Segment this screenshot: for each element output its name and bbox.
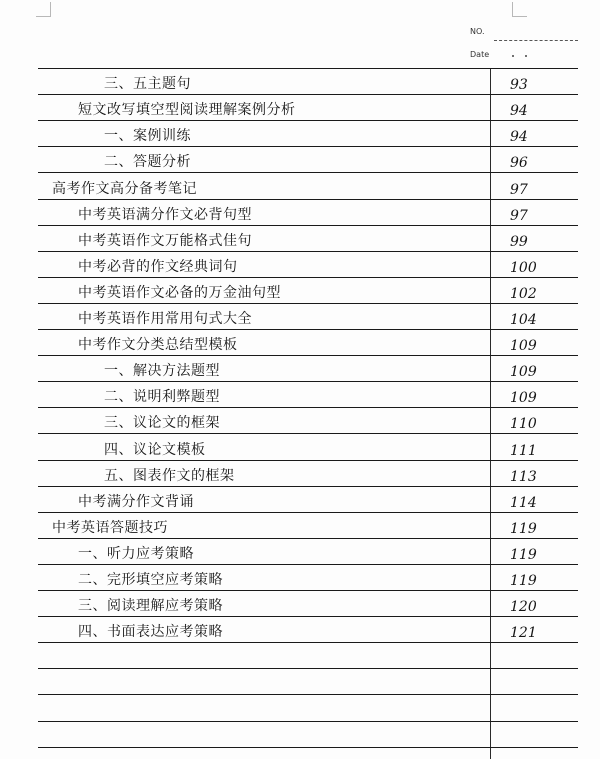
toc-entry xyxy=(38,438,578,460)
ruled-line xyxy=(38,564,578,565)
ruled-line xyxy=(38,68,578,69)
toc-entry-page-number: 96 xyxy=(510,155,528,171)
toc-entry-title: 三、阅读理解应考策略 xyxy=(78,598,223,614)
toc-entry xyxy=(38,98,578,120)
toc-entry-page-number: 97 xyxy=(510,208,528,224)
toc-entry xyxy=(38,411,578,433)
toc-entry xyxy=(38,594,578,616)
toc-entry-title: 二、说明利弊题型 xyxy=(104,389,220,405)
toc-entry-title: 一、听力应考策略 xyxy=(78,546,194,562)
toc-entry xyxy=(38,385,578,407)
toc-entry xyxy=(38,333,578,355)
crop-mark-top-left xyxy=(36,2,51,17)
toc-entry xyxy=(38,307,578,329)
ruled-line xyxy=(38,433,578,434)
ruled-line xyxy=(38,381,578,382)
toc-entry-title: 中考作文分类总结型模板 xyxy=(78,337,238,353)
toc-entry xyxy=(38,124,578,146)
toc-entry xyxy=(38,229,578,251)
ruled-line xyxy=(38,486,578,487)
toc-entry-title: 四、书面表达应考策略 xyxy=(78,624,223,640)
toc-entry-title: 短文改写填空型阅读理解案例分析 xyxy=(78,102,296,118)
toc-entry-page-number: 114 xyxy=(510,495,537,511)
toc-entry-page-number: 111 xyxy=(510,443,537,459)
toc-entry-page-number: 94 xyxy=(510,103,528,119)
ruled-line xyxy=(38,512,578,513)
toc-entry-page-number: 109 xyxy=(510,338,537,354)
toc-entry-title: 三、议论文的框架 xyxy=(104,415,220,431)
toc-entry-page-number: 119 xyxy=(510,547,537,563)
toc-entry xyxy=(38,72,578,94)
toc-entry-page-number: 119 xyxy=(510,573,537,589)
ruled-line xyxy=(38,460,578,461)
toc-entry-title: 中考必背的作文经典词句 xyxy=(78,259,238,275)
toc-entry-page-number: 102 xyxy=(510,286,537,302)
ruled-line xyxy=(38,538,578,539)
toc-entry-title: 三、五主题句 xyxy=(104,76,191,92)
toc-entry-page-number: 109 xyxy=(510,364,537,380)
ruled-line xyxy=(38,277,578,278)
toc-entry-title: 五、图表作文的框架 xyxy=(104,468,235,484)
toc-entry-title: 中考英语作文必备的万金油句型 xyxy=(78,285,281,301)
toc-entry xyxy=(38,281,578,303)
toc-entry xyxy=(38,490,578,512)
toc-entry-title: 四、议论文模板 xyxy=(104,442,206,458)
ruled-line xyxy=(38,747,578,748)
ruled-line xyxy=(38,668,578,669)
toc-entry-page-number: 121 xyxy=(510,625,537,641)
toc-entry xyxy=(38,464,578,486)
toc-entry-title: 一、解决方法题型 xyxy=(104,363,220,379)
no-line xyxy=(494,40,578,41)
ruled-line xyxy=(38,303,578,304)
ruled-line xyxy=(38,120,578,121)
ruled-line xyxy=(38,172,578,173)
ruled-line xyxy=(38,251,578,252)
toc-entry-page-number: 113 xyxy=(510,469,537,485)
toc-entry xyxy=(38,516,578,538)
toc-entry-page-number: 109 xyxy=(510,390,537,406)
toc-entry-title: 中考英语满分作文必背句型 xyxy=(78,207,252,223)
toc-entry-page-number: 97 xyxy=(510,182,528,198)
ruled-line xyxy=(38,94,578,95)
toc-entry-title: 一、案例训练 xyxy=(104,128,191,144)
toc-entry xyxy=(38,568,578,590)
toc-entry-title: 二、答题分析 xyxy=(104,154,191,170)
no-label: NO. xyxy=(470,27,485,36)
ruled-line xyxy=(38,694,578,695)
ruled-line xyxy=(38,721,578,722)
ruled-line xyxy=(38,616,578,617)
ruled-line xyxy=(38,642,578,643)
ruled-line xyxy=(38,329,578,330)
date-dot xyxy=(525,55,527,57)
crop-mark-top-right xyxy=(512,2,527,17)
date-label: Date xyxy=(470,50,490,59)
date-dot xyxy=(512,55,514,57)
toc-entry-page-number: 99 xyxy=(510,234,528,250)
toc-entry xyxy=(38,359,578,381)
toc-entry xyxy=(38,620,578,642)
ruled-line xyxy=(38,225,578,226)
toc-entry xyxy=(38,177,578,199)
toc-entry-title: 中考英语作用常用句式大全 xyxy=(78,311,252,327)
toc-entry-title: 中考英语答题技巧 xyxy=(52,520,168,536)
toc-entry xyxy=(38,255,578,277)
toc-entry xyxy=(38,150,578,172)
toc-entry-title: 高考作文高分备考笔记 xyxy=(52,181,197,197)
toc-entry-page-number: 100 xyxy=(510,260,537,276)
toc-entry-page-number: 120 xyxy=(510,599,537,615)
toc-entry xyxy=(38,203,578,225)
ruled-line xyxy=(38,199,578,200)
toc-entry xyxy=(38,542,578,564)
toc-entry-page-number: 119 xyxy=(510,521,537,537)
toc-entry-page-number: 93 xyxy=(510,77,528,93)
toc-entry-page-number: 94 xyxy=(510,129,528,145)
ruled-line xyxy=(38,355,578,356)
ruled-line xyxy=(38,590,578,591)
toc-entry-page-number: 104 xyxy=(510,312,537,328)
ruled-line xyxy=(38,146,578,147)
toc-entry-title: 中考英语作文万能格式佳句 xyxy=(78,233,252,249)
toc-entry-title: 中考满分作文背诵 xyxy=(78,494,194,510)
toc-entry-title: 二、完形填空应考策略 xyxy=(78,572,223,588)
toc-entry-page-number: 110 xyxy=(510,416,537,432)
ruled-line xyxy=(38,407,578,408)
